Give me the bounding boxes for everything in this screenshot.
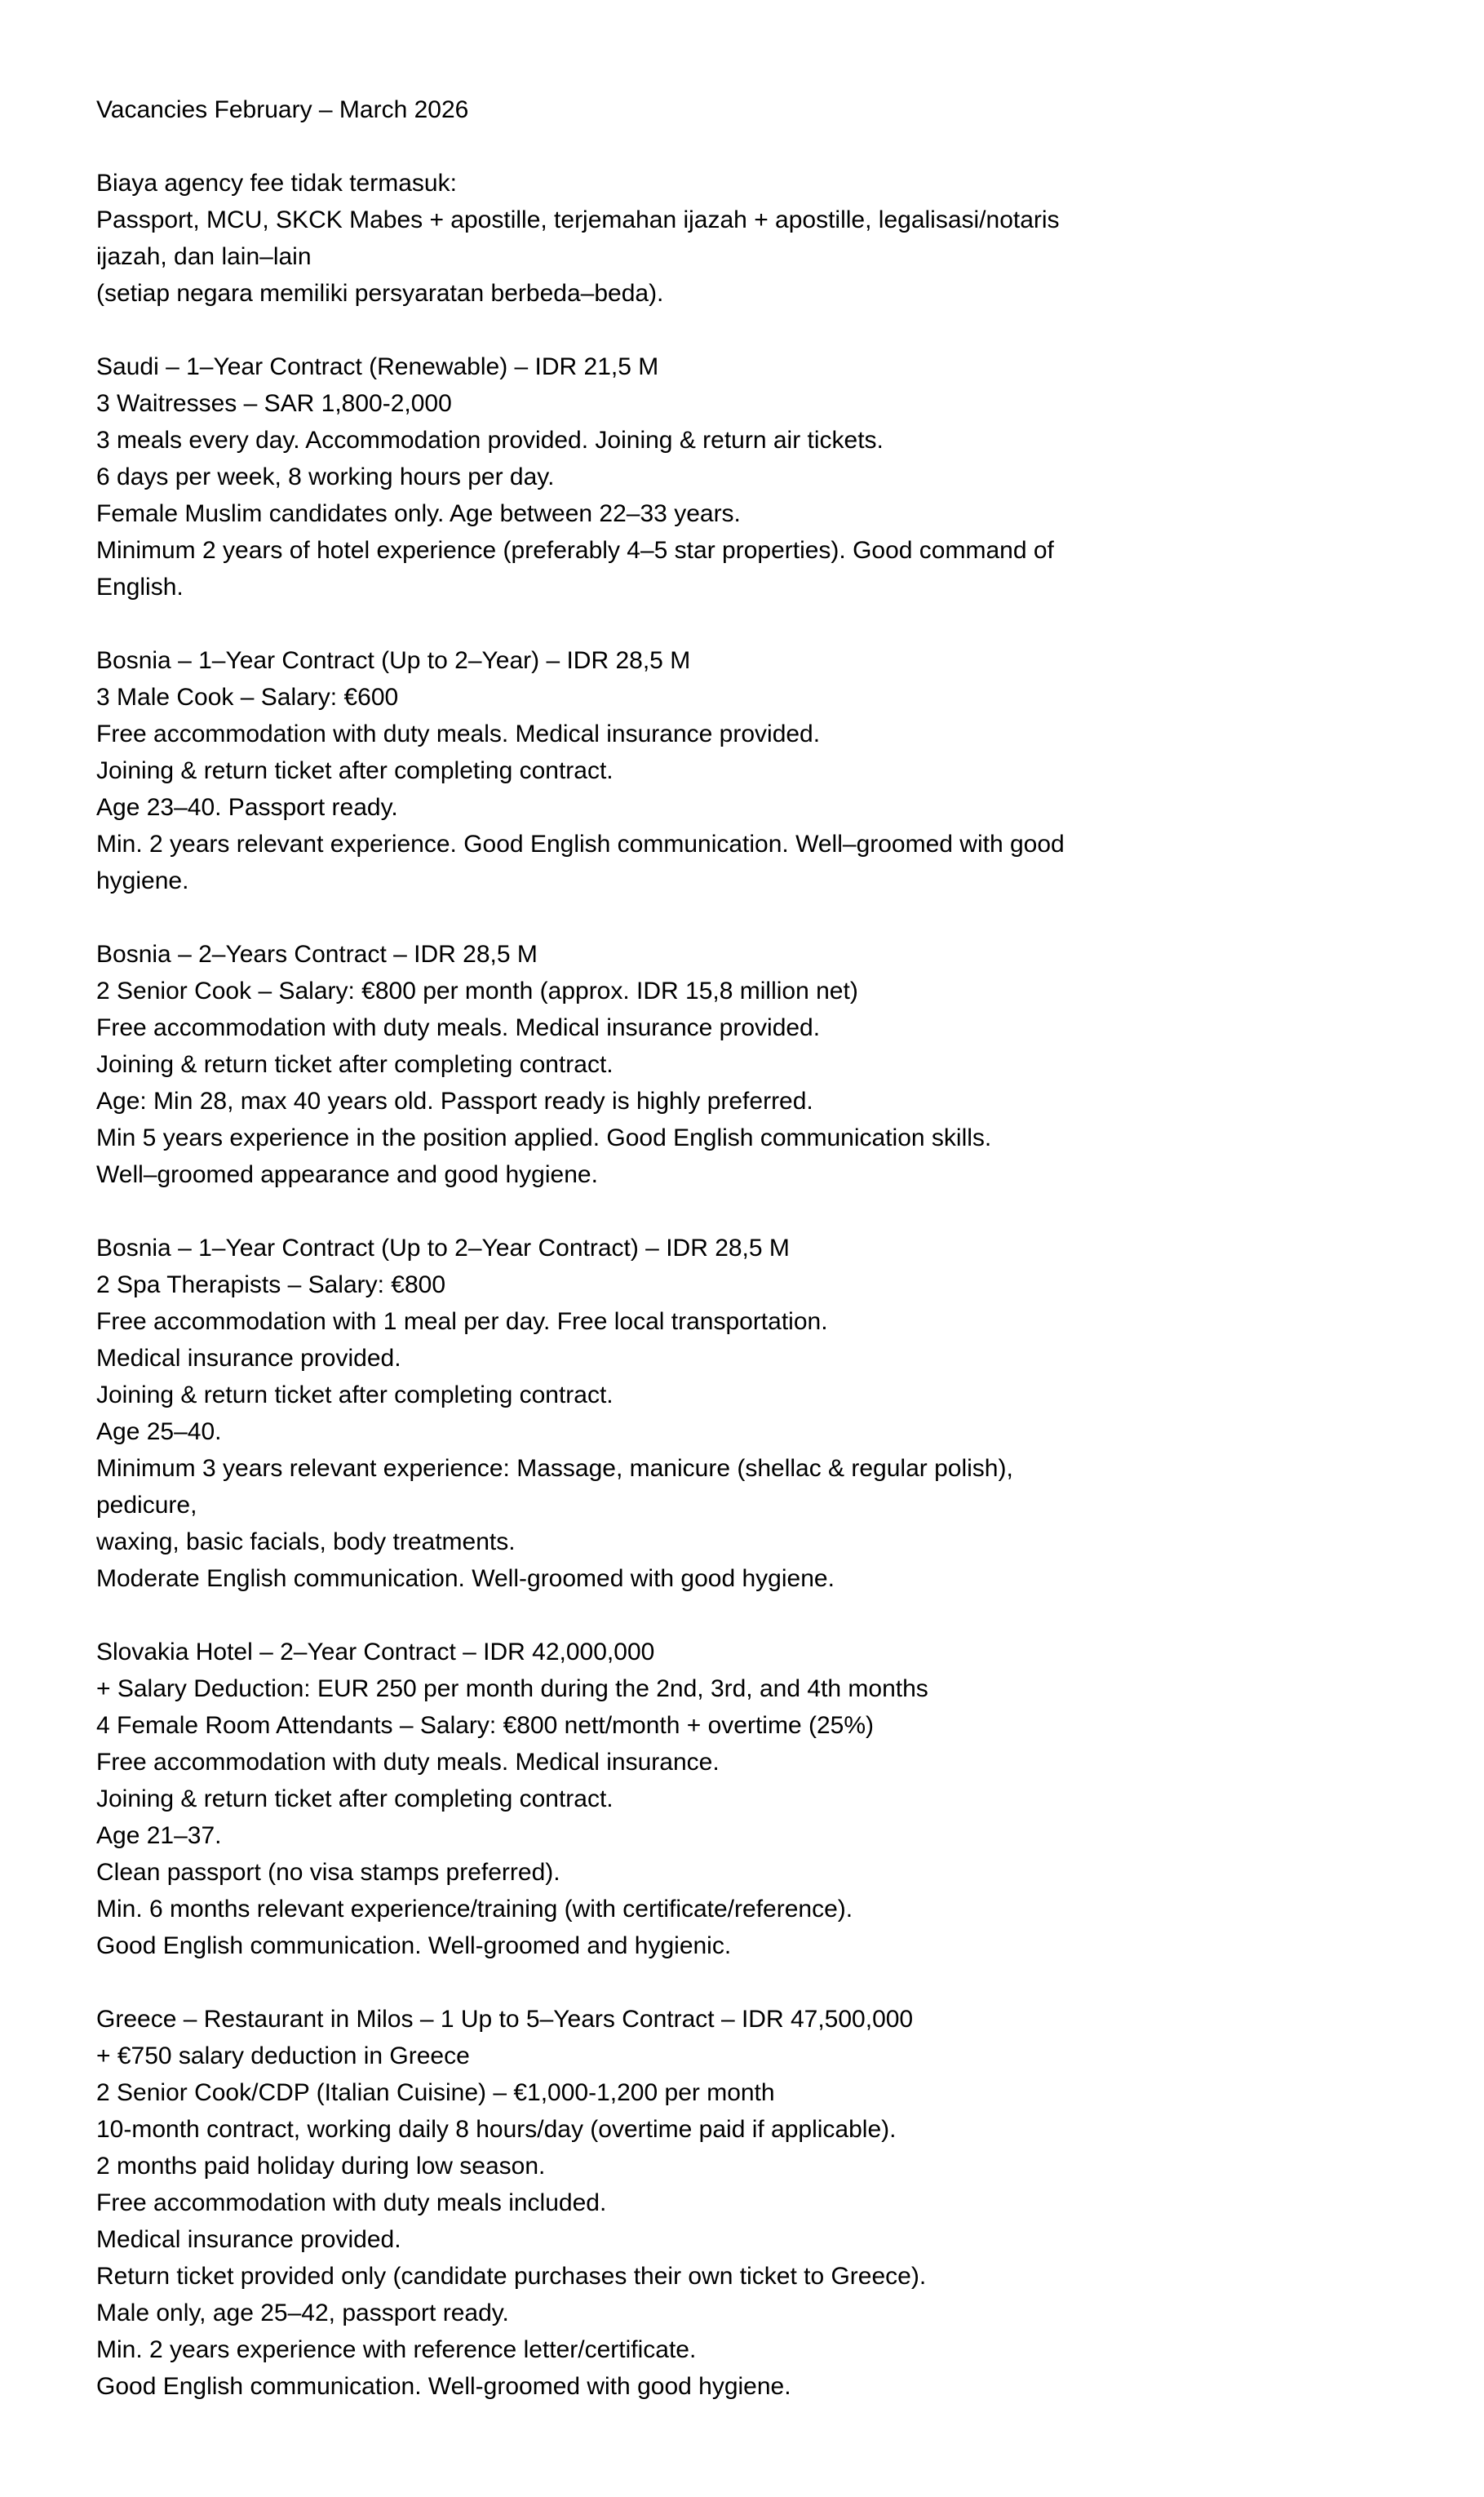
section-vacancy-slovakia-room-attendants [96, 1634, 1402, 1964]
text-line: Joining & return ticket after completing contract. [96, 1382, 614, 1408]
text-line: Biaya agency fee tidak termasuk: [96, 170, 457, 197]
text-line: Age 25–40. [96, 1418, 222, 1445]
document-body [96, 165, 1402, 2405]
text-line: Min 5 years experience in the position applied. Good English communication skills. [96, 1124, 992, 1151]
section-vacancy-bosnia-spa-therapists [96, 1230, 1402, 1597]
text-line: Passport, MCU, SKCK Mabes + apostille, terjemahan ijazah + apostille, legalisasi/notaris [96, 206, 1060, 233]
text-line: Joining & return ticket after completing contract. [96, 757, 614, 784]
text-line: Greece – Restaurant in Milos – 1 Up to 5–Years Contract – IDR 47,500,000 [96, 2006, 914, 2033]
text-line: English. [96, 574, 184, 601]
text-line: Free accommodation with duty meals. Medical insurance. [96, 1749, 720, 1776]
text-line: 3 meals every day. Accommodation provided. Joining & return air tickets. [96, 427, 884, 454]
text-line: + Salary Deduction: EUR 250 per month during the 2nd, 3rd, and 4th months [96, 1675, 928, 1702]
text-line: Good English communication. Well-groomed and hygienic. [96, 1932, 732, 1959]
section-vacancy-saudi-waitresses [96, 348, 1402, 605]
text-line: Good English communication. Well-groomed with good hygiene. [96, 2373, 791, 2400]
section-vacancy-bosnia-male-cook [96, 642, 1402, 899]
text-line: 3 Male Cook – Salary: €600 [96, 684, 399, 711]
text-line: Age 23–40. Passport ready. [96, 794, 398, 821]
text-line: Free accommodation with duty meals included. [96, 2189, 607, 2216]
text-line: Saudi – 1–Year Contract (Renewable) – IDR 21,5 M [96, 353, 659, 380]
text-line: Moderate English communication. Well-groomed with good hygiene. [96, 1565, 835, 1592]
section-vacancy-greece-senior-cook-cdp [96, 2001, 1402, 2405]
text-line: Joining & return ticket after completing contract. [96, 1051, 614, 1078]
text-line: 4 Female Room Attendants – Salary: €800 nett/month + overtime (25%) [96, 1712, 874, 1739]
text-line: Age: Min 28, max 40 years old. Passport ready is highly preferred. [96, 1088, 813, 1115]
text-line: Free accommodation with 1 meal per day. Free local transportation. [96, 1308, 828, 1335]
text-line: 2 Senior Cook – Salary: €800 per month (approx. IDR 15,8 million net) [96, 978, 858, 1005]
text-line: ijazah, dan lain–lain [96, 243, 312, 270]
text-line: 2 Senior Cook/CDP (Italian Cuisine) – €1,000-1,200 per month [96, 2079, 775, 2106]
text-line: pedicure, [96, 1492, 197, 1519]
text-line: + €750 salary deduction in Greece [96, 2042, 470, 2069]
text-line: Minimum 3 years relevant experience: Massage, manicure (shellac & regular polish), [96, 1455, 1013, 1482]
text-line: Bosnia – 1–Year Contract (Up to 2–Year) – IDR 28,5 M [96, 647, 691, 674]
text-line: Joining & return ticket after completing contract. [96, 1785, 614, 1812]
text-line: (setiap negara memiliki persyaratan berbeda–beda). [96, 280, 664, 307]
text-line: hygiene. [96, 867, 189, 894]
text-line: Well–groomed appearance and good hygiene. [96, 1161, 598, 1188]
text-line: Age 21–37. [96, 1822, 222, 1849]
page-title: Vacancies February – March 2026 [96, 96, 469, 123]
text-line: waxing, basic facials, body treatments. [96, 1528, 516, 1555]
text-line: 2 months paid holiday during low season. [96, 2153, 546, 2180]
text-line: Free accommodation with duty meals. Medical insurance provided. [96, 721, 821, 747]
text-line: Free accommodation with duty meals. Medical insurance provided. [96, 1014, 821, 1041]
text-line: Min. 2 years relevant experience. Good English communication. Well–groomed with good [96, 831, 1065, 858]
text-line: Slovakia Hotel – 2–Year Contract – IDR 42,000,000 [96, 1639, 655, 1665]
text-line: Min. 6 months relevant experience/training (with certificate/reference). [96, 1896, 853, 1923]
text-line: Male only, age 25–42, passport ready. [96, 2300, 509, 2326]
text-line: Medical insurance provided. [96, 1345, 401, 1372]
text-line: 3 Waitresses – SAR 1,800-2,000 [96, 390, 452, 417]
text-line: Clean passport (no visa stamps preferred). [96, 1859, 560, 1886]
text-line: 6 days per week, 8 working hours per day. [96, 463, 555, 490]
text-line: 10-month contract, working daily 8 hours/day (overtime paid if applicable). [96, 2116, 897, 2143]
text-line: Bosnia – 2–Years Contract – IDR 28,5 M [96, 941, 538, 968]
text-line: Min. 2 years experience with reference letter/certificate. [96, 2336, 697, 2363]
text-line: Minimum 2 years of hotel experience (preferably 4–5 star properties). Good command of [96, 537, 1054, 564]
section-vacancy-bosnia-senior-cook [96, 936, 1402, 1193]
text-line: Medical insurance provided. [96, 2226, 401, 2253]
text-line: 2 Spa Therapists – Salary: €800 [96, 1271, 446, 1298]
text-line: Return ticket provided only (candidate purchases their own ticket to Greece). [96, 2263, 927, 2290]
section-agency-fee-note [96, 165, 1402, 312]
text-line: Bosnia – 1–Year Contract (Up to 2–Year Contract) – IDR 28,5 M [96, 1235, 790, 1262]
text-line: Female Muslim candidates only. Age between 22–33 years. [96, 500, 741, 527]
